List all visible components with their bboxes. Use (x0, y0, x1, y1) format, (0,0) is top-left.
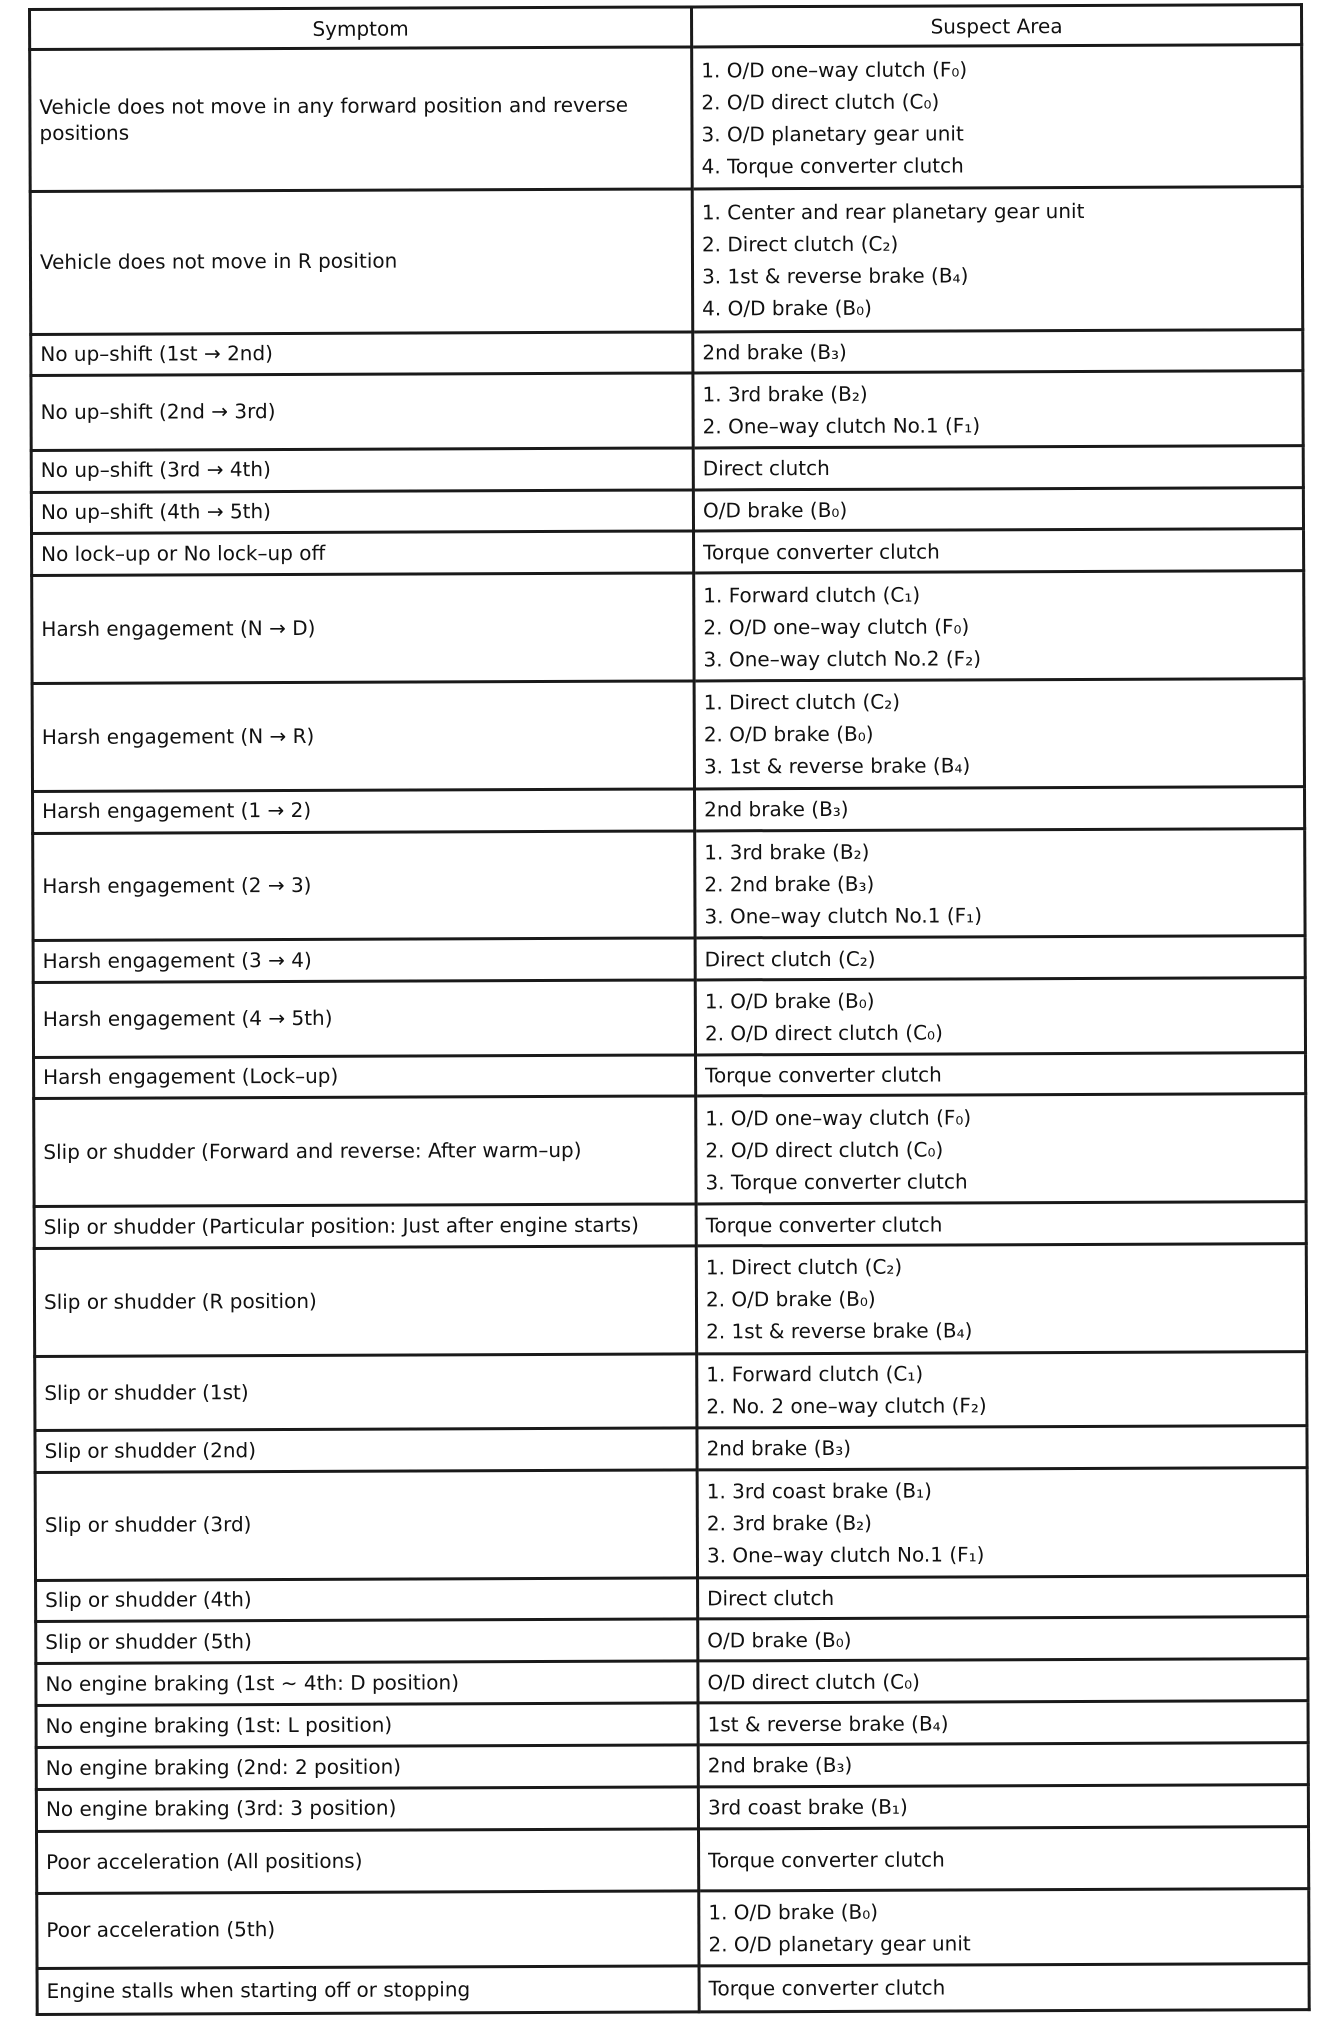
suspect-area-cell (695, 936, 1305, 980)
suspect-area-cell (695, 786, 1305, 830)
suspect-item: Torque converter clutch (708, 1975, 946, 2001)
table-row (35, 1351, 1307, 1430)
suspect-item: 2nd brake (B₃) (704, 797, 849, 822)
suspect-area-cell (695, 828, 1305, 938)
troubleshooting-sheet (28, 3, 1308, 2016)
symptom-cell: Poor acceleration (All positions) (37, 1829, 699, 1894)
suspect-item: 2nd brake (B₃) (707, 1753, 853, 1778)
suspect-area-cell (698, 1743, 1308, 1787)
suspect-item: 1. O/D one–way clutch (F₀) (705, 1105, 972, 1131)
suspect-item: 1st & reverse brake (B₄) (707, 1711, 949, 1736)
symptom-table (28, 3, 1311, 2016)
suspect-item: 3. 1st & reverse brake (B₄) (701, 263, 969, 289)
table-row (31, 445, 1303, 492)
symptom-cell: Slip or shudder (5th) (36, 1619, 698, 1663)
table-row (33, 978, 1305, 1057)
table-row (36, 1617, 1308, 1664)
suspect-area-cell (694, 679, 1304, 789)
symptom-cell: Vehicle does not move in any forward position and reverse positions (30, 47, 693, 192)
symptom-cell: Engine stalls when starting off or stopping (37, 1966, 699, 2015)
suspect-item: 1. O/D brake (B₀) (704, 988, 875, 1014)
table-row (33, 828, 1305, 941)
suspect-item: 2. 2nd brake (B₃) (704, 871, 875, 897)
symptom-cell: Vehicle does not move in R position (30, 189, 693, 334)
symptom-cell: Poor acceleration (5th) (37, 1891, 699, 1968)
table-row (37, 1963, 1309, 2014)
suspect-item: 2. 3rd brake (B₂) (706, 1511, 873, 1536)
table-row (34, 1052, 1306, 1099)
suspect-item: 1. Direct clutch (C₂) (703, 690, 901, 715)
table-row (36, 1659, 1308, 1706)
suspect-item: 1. Center and rear planetary gear unit (701, 198, 1085, 225)
symptom-cell: Harsh engagement (N → R) (32, 681, 694, 791)
symptom-cell: Slip or shudder (2nd) (35, 1428, 697, 1472)
symptom-cell: No engine braking (2nd: 2 position) (36, 1745, 698, 1789)
symptom-cell: No engine braking (1st: L position) (36, 1703, 698, 1747)
symptom-header: Symptom (30, 7, 692, 50)
suspect-item: Torque converter clutch (705, 1062, 942, 1088)
table-row (36, 1701, 1308, 1748)
table-row (33, 936, 1305, 983)
suspect-area-cell (695, 978, 1305, 1055)
suspect-area-cell (693, 445, 1303, 489)
suspect-item: 3. Torque converter clutch (705, 1169, 968, 1195)
symptom-cell: No engine braking (3rd: 3 position) (36, 1787, 698, 1831)
suspect-area-cell (698, 1575, 1308, 1619)
suspect-area-cell (697, 1351, 1307, 1428)
table-row (31, 329, 1303, 376)
suspect-area-cell (698, 1826, 1308, 1891)
suspect-item: 3rd coast brake (B₁) (707, 1794, 908, 1820)
table-row (34, 1244, 1306, 1357)
symptom-cell: Slip or shudder (1st) (35, 1354, 697, 1431)
symptom-cell: Harsh engagement (2 → 3) (33, 831, 695, 941)
suspect-item: Torque converter clutch (703, 539, 940, 565)
suspect-area-cell (696, 1244, 1306, 1354)
suspect-item: 2. O/D brake (B₀) (705, 1287, 876, 1312)
symptom-cell: Slip or shudder (Forward and reverse: After warm–up) (34, 1096, 696, 1206)
suspect-item: 1. 3rd brake (B₂) (704, 839, 870, 865)
suspect-area-cell (692, 187, 1303, 332)
suspect-item: 4. Torque converter clutch (701, 153, 964, 179)
symptom-cell: No up–shift (4th → 5th) (31, 490, 693, 534)
table-row (37, 1826, 1309, 1894)
suspect-area-cell (698, 1784, 1308, 1828)
table-row (33, 786, 1305, 833)
table-row (31, 371, 1303, 450)
suspect-area-cell (696, 1052, 1306, 1096)
table-row (35, 1426, 1307, 1473)
suspect-area-cell (699, 1963, 1309, 2012)
table-row (32, 529, 1304, 576)
table-row (30, 45, 1303, 192)
suspect-item: 2. 1st & reverse brake (B₄) (706, 1318, 973, 1344)
suspect-item: 2. O/D direct clutch (C₀) (704, 1020, 943, 1046)
symptom-cell: No up–shift (3rd → 4th) (31, 448, 693, 492)
suspect-area-cell (692, 45, 1303, 190)
symptom-cell: No up–shift (2nd → 3rd) (31, 373, 693, 450)
suspect-item: 1. Forward clutch (C₁) (703, 582, 921, 608)
suspect-item: 2. O/D one–way clutch (F₀) (703, 614, 970, 640)
suspect-item: 1. O/D one–way clutch (F₀) (701, 57, 968, 83)
suspect-item: Direct clutch (707, 1585, 835, 1611)
suspect-item: 1. Forward clutch (C₁) (706, 1361, 924, 1387)
symptom-cell: Slip or shudder (Particular position: Just after engine starts) (34, 1204, 696, 1248)
suspect-item: Torque converter clutch (708, 1847, 945, 1872)
symptom-cell: Slip or shudder (R position) (34, 1246, 696, 1356)
symptom-cell: Harsh engagement (4 → 5th) (33, 980, 695, 1057)
suspect-item: Torque converter clutch (705, 1212, 943, 1237)
table-row (32, 571, 1304, 684)
suspect-item: 1. 3rd coast brake (B₁) (706, 1478, 932, 1504)
symptom-cell: Harsh engagement (3 → 4) (33, 938, 695, 982)
suspect-item: 1. O/D brake (B₀) (708, 1899, 879, 1925)
suspect-area-cell (699, 1889, 1309, 1966)
table-row (32, 679, 1304, 792)
suspect-item: O/D brake (B₀) (707, 1627, 852, 1653)
suspect-item: 2nd brake (B₃) (706, 1436, 852, 1461)
suspect-area-cell (694, 529, 1304, 573)
suspect-item: 3. One–way clutch No.1 (F₁) (706, 1542, 985, 1568)
table-row (34, 1094, 1306, 1207)
suspect-item: 2. One–way clutch No.1 (F₁) (702, 413, 981, 439)
symptom-cell: Slip or shudder (4th) (36, 1578, 698, 1622)
suspect-item: Direct clutch (702, 456, 830, 481)
symptom-cell: No up–shift (1st → 2nd) (31, 332, 693, 376)
suspect-area-header: Suspect Area (692, 5, 1302, 47)
suspect-item: 2. O/D brake (B₀) (703, 722, 874, 747)
table-row (31, 487, 1303, 534)
suspect-item: 2nd brake (B₃) (702, 339, 847, 365)
suspect-item: Direct clutch (C₂) (704, 946, 876, 972)
suspect-item: 3. O/D planetary gear unit (701, 121, 964, 147)
suspect-area-cell (697, 1467, 1307, 1577)
suspect-item: 3. 1st & reverse brake (B₄) (703, 753, 971, 779)
suspect-area-cell (698, 1617, 1308, 1661)
suspect-area-cell (694, 571, 1304, 681)
symptom-cell: Harsh engagement (Lock–up) (34, 1054, 696, 1098)
symptom-cell: Slip or shudder (3rd) (35, 1470, 697, 1580)
suspect-item: 3. One–way clutch No.1 (F₁) (704, 903, 983, 929)
suspect-item: 2. O/D direct clutch (C₀) (705, 1137, 944, 1163)
suspect-area-cell (697, 1426, 1307, 1470)
table-row (36, 1784, 1308, 1831)
table-row (37, 1889, 1309, 1968)
suspect-item: O/D direct clutch (C₀) (707, 1669, 920, 1695)
suspect-area-cell (693, 487, 1303, 531)
symptom-cell: No lock–up or No lock–up off (32, 531, 694, 575)
table-row (34, 1202, 1306, 1249)
suspect-area-cell (698, 1659, 1308, 1703)
suspect-item: O/D brake (B₀) (702, 497, 848, 523)
suspect-item: 2. Direct clutch (C₂) (701, 231, 899, 257)
suspect-area-cell (693, 329, 1303, 373)
symptom-cell: No engine braking (1st ~ 4th: D position) (36, 1661, 698, 1705)
symptom-cell: Harsh engagement (1 → 2) (33, 789, 695, 833)
header-row (30, 5, 1302, 50)
suspect-item: 2. No. 2 one–way clutch (F₂) (706, 1393, 987, 1419)
symptom-cell: Harsh engagement (N → D) (32, 573, 694, 683)
table-row (36, 1575, 1308, 1622)
suspect-item: 2. O/D planetary gear unit (708, 1931, 971, 1957)
suspect-item: 4. O/D brake (B₀) (702, 295, 872, 321)
suspect-item: 1. 3rd brake (B₂) (702, 381, 868, 407)
table-row (35, 1467, 1307, 1580)
suspect-area-cell (696, 1202, 1306, 1246)
table-row (30, 187, 1303, 334)
suspect-area-cell (693, 371, 1303, 448)
suspect-item: 2. O/D direct clutch (C₀) (701, 89, 940, 115)
suspect-area-cell (698, 1701, 1308, 1745)
suspect-area-cell (696, 1094, 1306, 1204)
suspect-item: 3. One–way clutch No.2 (F₂) (703, 645, 982, 672)
table-row (36, 1743, 1308, 1790)
suspect-item: 1. Direct clutch (C₂) (705, 1254, 903, 1280)
